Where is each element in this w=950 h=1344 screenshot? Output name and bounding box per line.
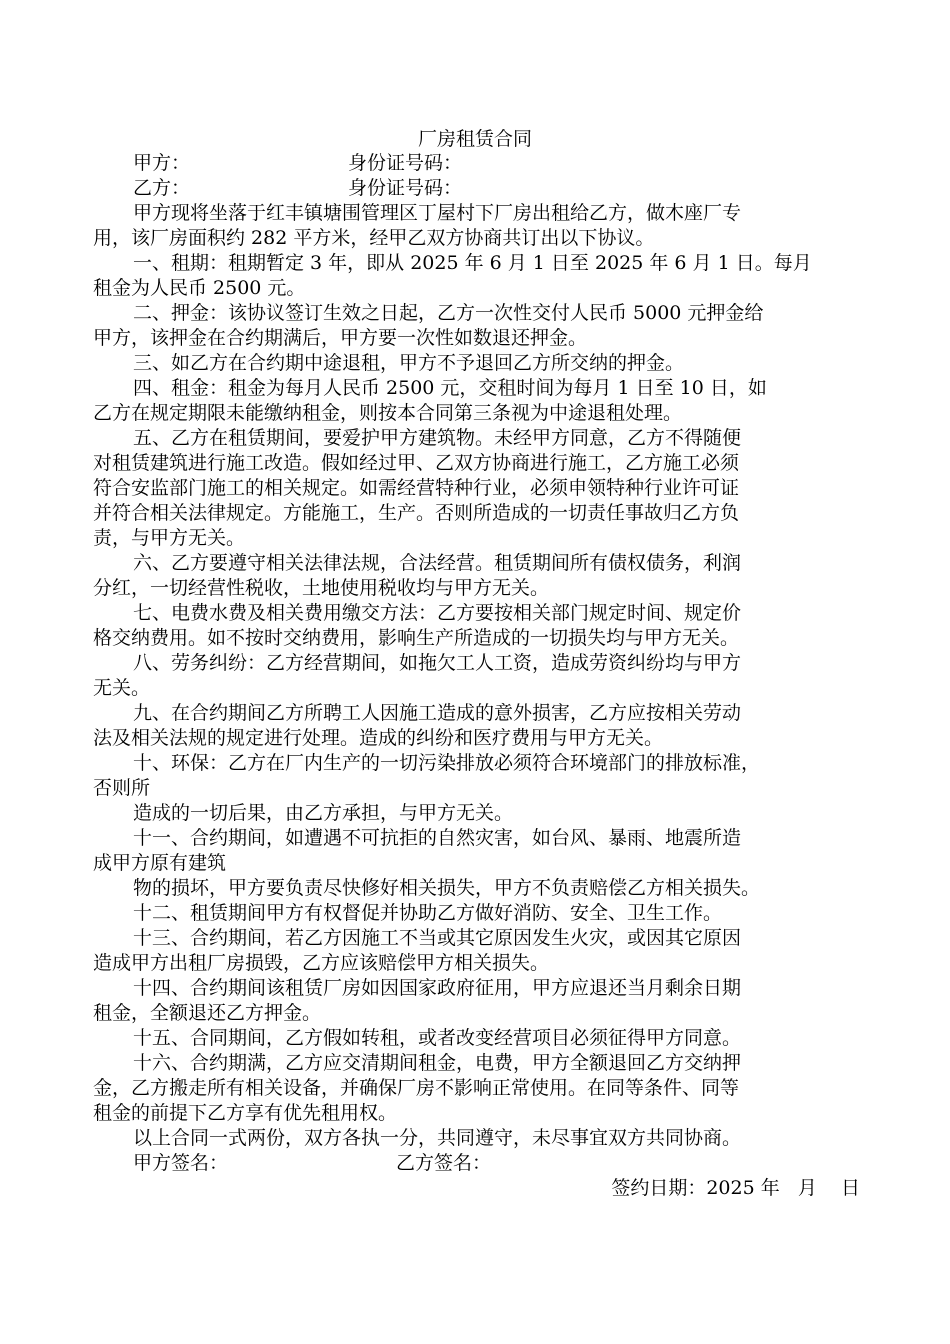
clause-line: 格交纳费用。如不按时交纳费用，影响生产所造成的一切损失均与甲方无关。 (93, 627, 740, 649)
clause-line: 五、乙方在租赁期间，要爱护甲方建筑物。未经甲方同意，乙方不得随便 (133, 427, 742, 449)
clause-line: 四、租金：租金为每月人民币 2500 元，交租时间为每月 1 日至 10 日，如 (133, 377, 767, 399)
clause-line: 对租赁建筑进行施工改造。假如经过甲、乙双方协商进行施工，乙方施工必须 (93, 452, 740, 474)
clause-line: 十二、租赁期间甲方有权督促并协助乙方做好消防、安全、卫生工作。 (133, 902, 723, 924)
party-b-signature-label: 乙方签名： (396, 1152, 492, 1174)
clause-line: 金，乙方搬走所有相关设备，并确保厂房不影响正常使用。在同等条件、同等 (93, 1077, 740, 1099)
clause-line: 租金为人民币 2500 元。 (93, 277, 306, 299)
party-a-id-label: 身份证号码： (348, 152, 463, 174)
clause-line: 否则所 (93, 777, 151, 799)
party-b-label: 乙方： (133, 177, 191, 199)
clause-line: 无关。 (93, 677, 151, 699)
clause-line: 十一、合约期间，如遭遇不可抗拒的自然灾害，如台风、暴雨、地震所造 (133, 827, 742, 849)
clause-line: 一、租期：租期暂定 3 年，即从 2025 年 6 月 1 日至 2025 年 6 月 1 日。每月 (133, 252, 812, 274)
clause-line: 二、押金：该协议签订生效之日起，乙方一次性交付人民币 5000 元押金给 (133, 302, 764, 324)
clause-line: 分红，一切经营性税收，土地使用税收均与甲方无关。 (93, 577, 550, 599)
clause-line: 十三、合约期间，若乙方因施工不当或其它原因发生火灾，或因其它原因 (133, 927, 742, 949)
clause-line: 法及相关法规的规定进行处理。造成的纠纷和医疗费用与甲方无关。 (93, 727, 664, 749)
clause-line: 造成甲方出租厂房损毁，乙方应该赔偿甲方相关损失。 (93, 952, 550, 974)
party-a-signature-label: 甲方签名： (133, 1152, 229, 1174)
clause-line: 租金的前提下乙方享有优先租用权。 (93, 1102, 398, 1124)
party-b-id-label: 身份证号码： (348, 177, 463, 199)
clause-line: 成甲方原有建筑 (93, 852, 227, 874)
clause-line: 甲方，该押金在合约期满后，甲方要一次性如数退还押金。 (93, 327, 588, 349)
clause-line: 以上合同一式两份，双方各执一分，共同遵守，未尽事宜双方共同协商。 (133, 1127, 742, 1149)
clause-line: 用，该厂房面积约 282 平方米，经甲乙双方协商共订出以下协议。 (93, 227, 655, 249)
clause-line: 九、在合约期间乙方所聘工人因施工造成的意外损害，乙方应按相关劳动 (133, 702, 742, 724)
clause-line: 十、环保：乙方在厂内生产的一切污染排放必须符合环境部门的排放标准， (133, 752, 761, 774)
clause-line: 符合安监部门施工的相关规定。如需经营特种行业，必须申领特种行业许可证 (93, 477, 740, 499)
clause-line: 责，与甲方无关。 (93, 527, 246, 549)
clause-line: 三、如乙方在合约期中途退租，甲方不予退回乙方所交纳的押金。 (133, 352, 685, 374)
clause-line: 乙方在规定期限未能缴纳租金，则按本合同第三条视为中途退租处理。 (93, 402, 683, 424)
clause-line: 租金，全额退还乙方押金。 (93, 1002, 322, 1024)
clause-line: 物的损坏，甲方要负责尽快修好相关损失，甲方不负责赔偿乙方相关损失。 (133, 877, 761, 899)
party-a-label: 甲方： (133, 152, 191, 174)
clause-line: 八、劳务纠纷：乙方经营期间，如拖欠工人工资，造成劳资纠纷均与甲方 (133, 652, 742, 674)
clause-line: 七、电费水费及相关费用缴交方法：乙方要按相关部门规定时间、规定价 (133, 602, 742, 624)
clause-line: 十六、合约期满，乙方应交清期间租金，电费，甲方全额退回乙方交纳押 (133, 1052, 742, 1074)
document-title: 厂房租赁合同 (417, 128, 532, 150)
clause-line: 十五、合同期间，乙方假如转租，或者改变经营项目必须征得甲方同意。 (133, 1027, 742, 1049)
signing-date: 签约日期：2025 年 月 日 (611, 1177, 860, 1199)
clause-line: 甲方现将坐落于红丰镇塘围管理区丁屋村下厂房出租给乙方，做木座厂专 (133, 202, 742, 224)
clause-line: 六、乙方要遵守相关法律法规，合法经营。租赁期间所有债权债务，利润 (133, 552, 742, 574)
clause-line: 并符合相关法律规定。方能施工，生产。否则所造成的一切责任事故归乙方负 (93, 502, 740, 524)
clause-line: 造成的一切后果，由乙方承担，与甲方无关。 (133, 802, 514, 824)
clause-line: 十四、合约期间该租赁厂房如因国家政府征用，甲方应退还当月剩余日期 (133, 977, 742, 999)
